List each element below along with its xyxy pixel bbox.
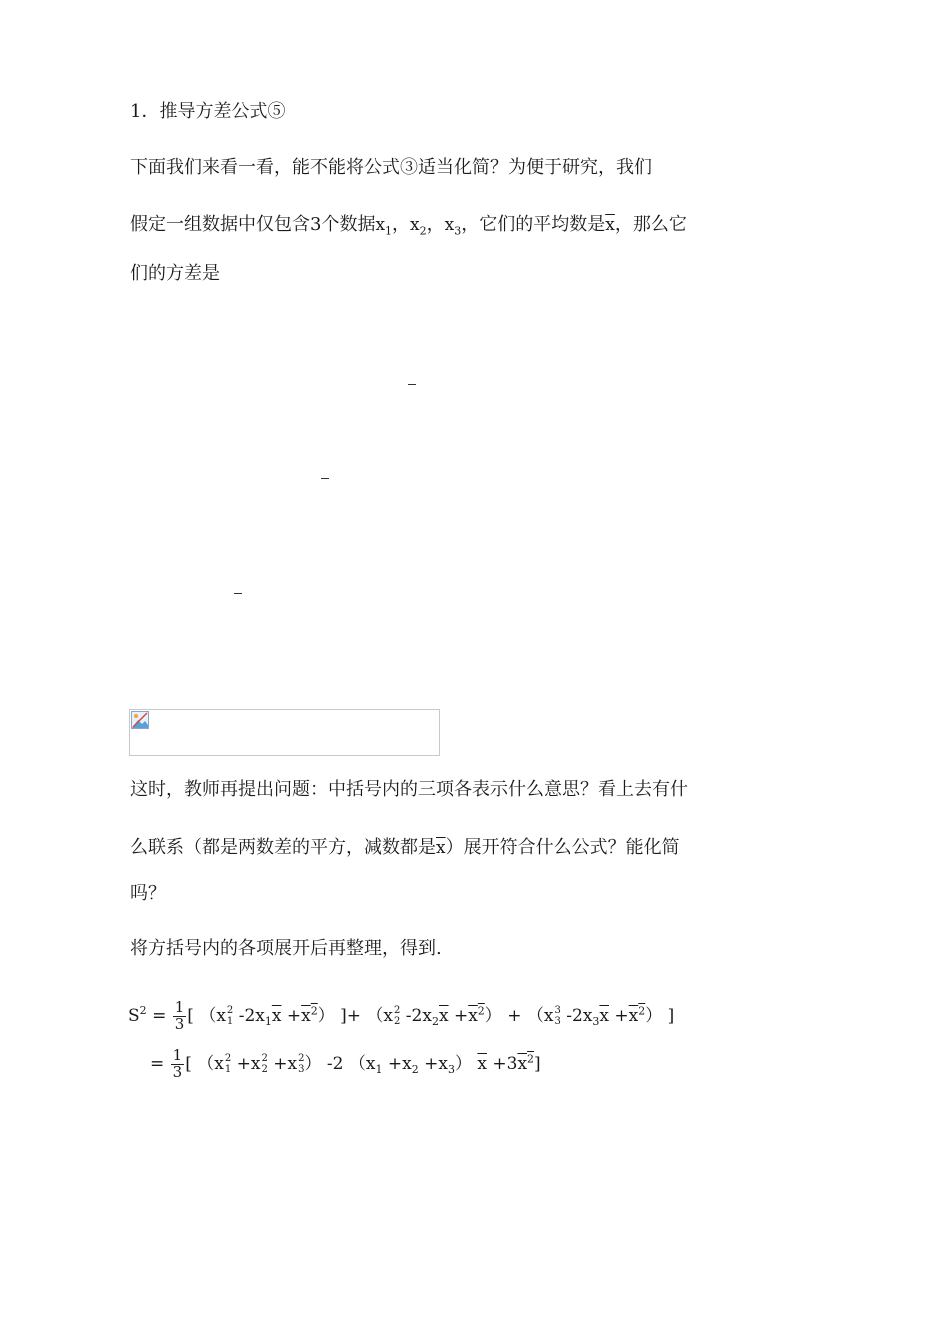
text-segment: ， bbox=[426, 214, 445, 235]
section-heading: 1．推导方差公式⑤ bbox=[130, 101, 286, 122]
overline-mark bbox=[234, 593, 242, 594]
text-segment: 么联系（都是两数差的平方，减数都是 bbox=[130, 837, 436, 858]
paragraph-line bbox=[130, 839, 680, 857]
variance-formula-line-1: $S^2$ = $\frac{1}{3}$ [ （x 2 1 $-2x_1\overline{x} +x^2$） ]+ （x 2 2 $-2x_2\overline{x} +x^2) + (x$ 3 3 $-2x_3\overline{x} +x^2$） ] bbox=[128, 998, 675, 1033]
mean-symbol: $\overline{x}$ bbox=[605, 215, 615, 235]
math-variable: x bbox=[375, 215, 386, 235]
text-segment: 假定一组数据中仅包含3个数据 bbox=[130, 214, 376, 235]
paragraph-line: 这时，教师再提出问题：中括号内的三项各表示什么意思？看上去有什 bbox=[130, 779, 688, 800]
math-subscript: 3 bbox=[454, 224, 462, 238]
math-operator: = bbox=[152, 1005, 167, 1026]
broken-image-icon bbox=[131, 711, 149, 729]
math-paren: （ bbox=[199, 1005, 217, 1026]
paragraph-line: 吗？ bbox=[130, 883, 166, 904]
math-bracket: [ bbox=[187, 1005, 194, 1026]
math-symbol: S bbox=[128, 1005, 140, 1026]
math-subscript: 2 bbox=[419, 224, 427, 238]
math-subscript: 1 bbox=[385, 224, 393, 238]
paragraph-line: 下面我们来看一看，能不能将公式③适当化简？为便于研究，我们 bbox=[130, 157, 652, 178]
math-variable: x bbox=[410, 215, 420, 235]
paragraph-line: 们的方差是 bbox=[130, 263, 220, 284]
fraction: $\frac{1}{3}$ bbox=[172, 1046, 183, 1081]
variance-formula-line-2: = $\frac{1}{3}$ [ （x 2 1 +x 2 2 +x 2 3 ） -2 $(x_1 +x_2 +x_3)$ $\overline{x} +3x^2$] bbox=[150, 1046, 541, 1081]
math-bracket: ] bbox=[340, 1005, 347, 1026]
text-segment: ，那么它 bbox=[614, 214, 687, 235]
image-placeholder bbox=[129, 709, 440, 756]
paragraph-line bbox=[130, 214, 687, 238]
text-segment: ， bbox=[392, 214, 411, 235]
math-variable: x bbox=[444, 215, 455, 235]
math-superscript: 2 bbox=[139, 1004, 147, 1018]
math-operator: = bbox=[150, 1053, 165, 1074]
text-segment: ，它们的平均数是 bbox=[461, 214, 606, 235]
paragraph-line: 将方括号内的各项展开后再整理，得到. bbox=[130, 938, 442, 959]
overline-mark bbox=[408, 384, 416, 385]
fraction: $\frac{1}{3}$ bbox=[174, 998, 185, 1033]
overline-mark bbox=[321, 478, 329, 479]
mean-symbol: $\overline{x}$ bbox=[436, 838, 446, 858]
text-segment: ）展开符合什么公式？能化简 bbox=[445, 837, 680, 858]
